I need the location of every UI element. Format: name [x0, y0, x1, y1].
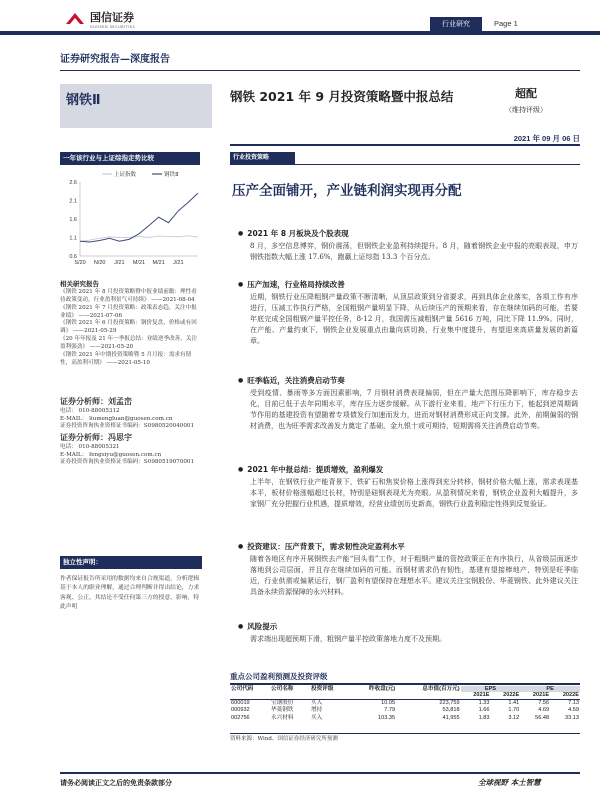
footer-disclaimer: 请务必阅读正文之后的免责条款部分 [60, 778, 172, 787]
brand-name-en: GUOSEN SECURITIES [90, 25, 136, 29]
year-header: 2021E [532, 692, 550, 699]
related-item: 《钢铁 2021 年中期投资策略暨 5 月月报：需求有韧性，高盈利可期》 ——2021-05-10 [60, 351, 192, 366]
cell: 1.70 [508, 707, 520, 714]
x-tick-label: M/21 [132, 260, 146, 266]
guosen-logo-icon [64, 10, 86, 28]
cell: 223,759 [439, 699, 460, 706]
footer-rule [60, 772, 580, 774]
analyst-label: 证券分析师： [60, 432, 108, 442]
x-tick-label: S/20 [74, 260, 86, 266]
cell: 002756 [231, 714, 250, 721]
cell: 103.35 [378, 714, 396, 721]
table-row [230, 707, 580, 715]
table-source: 资料来源：Wind、国信证券经济研究所预测 [230, 736, 338, 742]
header-rule [0, 31, 600, 35]
analyst-email: E-MAIL： fengsiyu@guosen.com.cn [60, 451, 162, 458]
section-title: ● 风险提示 [238, 622, 578, 632]
cell: 000932 [231, 707, 250, 714]
cert-label: 证券投资咨询执业资格证书编码： [60, 459, 144, 466]
section-title: ● 压产加速，行业格局持续改善 [238, 280, 578, 290]
analyst-name: 冯思宇 [108, 432, 132, 442]
cell: 56.48 [535, 714, 550, 721]
cell: 33.13 [565, 714, 579, 721]
section-body: 随着各地区有序开展钢铁去产能“回头看”工作，对于粗钢产量的管控政策正在有序执行，从省级层面逐步落地到公司层面，并且存在继续加码的可能。而钢材需求仍有韧性，基建有望接棒地产，特别是旺季临近，行业供需或偏紧运行，钢厂盈利有望保持在理想水平。建议关注宝钢股份、华菱钢铁、此外建议关注具备永续资源保障的永兴材料。 [250, 555, 578, 596]
report-type: 证券研究报告—深度报告 [60, 54, 170, 65]
report-title: 钢铁 2021 年 9 月投资策略暨中报总结 [230, 89, 454, 104]
strategy-tag: 行业投资策略 [230, 152, 295, 164]
divider [230, 164, 580, 165]
col-header: 公司代码 [231, 686, 254, 692]
eps-header: EPS [461, 686, 521, 692]
cell: 买入 [311, 714, 323, 721]
section-title: ● 2021 年中报总结：提质增效，盈利爆发 [238, 465, 578, 475]
legend-label: 上证指数 [114, 172, 137, 178]
section-title: ● 2021 年 8 月板块及个股表现 [238, 229, 578, 239]
year-header: 2022E [562, 692, 579, 699]
section-season [238, 376, 578, 432]
section-body: 需求端出现超预期下滑，粗钢产量平控政策落地力度不及预期。 [250, 635, 446, 644]
x-tick-label: M/21 [152, 260, 165, 266]
table-row [230, 715, 580, 723]
col-header: 总市值(百万元) [422, 686, 460, 692]
headline: 压产全面铺开，产业链利润实现再分配 [232, 183, 462, 199]
legend-label: 钢铁Ⅱ [164, 172, 179, 178]
table-rule [230, 733, 580, 734]
analyst-email: E-MAIL： liumengluan@guosen.com.cn [60, 415, 173, 422]
industry-research-tag: 行业研究 [430, 17, 482, 31]
y-tick-label: 2.6 [69, 180, 77, 186]
cell: 1.41 [508, 699, 520, 706]
cell: 增持 [311, 707, 323, 714]
cell: 7.13 [568, 699, 579, 706]
cell: 永兴材料 [271, 714, 294, 721]
cell: 53,818 [442, 707, 460, 714]
cell: 600019 [231, 699, 250, 706]
cell: 7.79 [384, 707, 396, 714]
related-item: 《20 年年报及 21 年一季报总结：业绩逆季改善，关注盈利强劲》 ——2021-05-20 [60, 336, 198, 350]
footer-slogan: 全球视野 本土智慧 [478, 778, 541, 787]
independence-heading: 独立性声明： [60, 556, 202, 569]
col-header: 昨收盘(元) [369, 686, 396, 692]
section-body: 8 月，多空信息博弈，钢价震荡，但钢铁企业盈利持续提升。8 月，随着钢铁企业中报的亮眼表现，申万钢铁指数大幅上涨 17.6%，跑赢上证综指 13.3 个百分点。 [250, 242, 578, 261]
cell: 10.05 [381, 699, 396, 706]
brand-name: 国信证券 [90, 11, 134, 24]
x-tick-label: N/20 [93, 260, 106, 266]
analyst-1 [60, 396, 202, 431]
estimates-table [230, 686, 580, 722]
cell: 宝钢股份 [271, 699, 294, 706]
cert-code: S0980519070001 [143, 459, 195, 466]
section-performance [238, 229, 578, 263]
rating: 超配 [515, 87, 537, 100]
cell: 3.12 [508, 714, 520, 721]
analyst-label: 证券分析师： [60, 396, 108, 406]
divider [60, 70, 580, 71]
related-heading: 相关研究报告 [60, 280, 99, 288]
y-tick-label: 0.6 [69, 254, 77, 260]
analyst-2 [60, 432, 202, 467]
cell: 4.69 [538, 707, 550, 714]
col-header: 投资评级 [311, 686, 334, 692]
section-risk [238, 622, 578, 645]
y-tick-label: 2.1 [69, 198, 77, 205]
col-header: 公司名称 [271, 686, 294, 692]
cert-code: S0980520040001 [143, 423, 195, 430]
section-midyear [238, 465, 578, 510]
cell: 华菱钢铁 [271, 707, 294, 714]
cell: 买入 [311, 699, 323, 706]
analyst-phone: 电话： 010-88005312 [60, 407, 120, 414]
year-header: 2022E [503, 692, 520, 699]
cell: 1.33 [478, 699, 490, 706]
section-body: 受到疫情、暴雨等多方面因素影响，7 月钢材消费表现偏弱，但在产量大范围压降影响下，库存稳步去化，目前已低于去年同期水平，库存压力逐步缓解。从下游行业来看，地产下行压力下，能起到逆周期调节作用的基建投资有望随着专项债发行加速而发力，进而对钢材消费形成正向支撑。此外，前期偏弱的钢材消费，也为旺季需求改善发力奠定了基础，金九银十或可期待，短期需将关注消费启动节奏。 [250, 389, 578, 430]
cell: 7.56 [538, 699, 550, 706]
related-item: 《钢铁 2021 年 6 月投资策略：钢价复盘，价格或有回调》 ——2021-05-29 [60, 320, 197, 335]
y-tick-label: 1.6 [69, 217, 77, 223]
series-line-1 [80, 193, 198, 242]
section-investment [238, 542, 578, 598]
related-item: 《钢铁 2021 年 7 月投资策略：政策表态趋，关注中报业绩》 ——2021-07-06 [60, 304, 197, 319]
page-number: Page 1 [494, 19, 518, 28]
y-tick-label: 1.1 [69, 235, 77, 242]
related-reports [60, 280, 202, 367]
table-title: 重点公司盈利预测及投资评级 [230, 672, 328, 681]
related-item: 《钢铁 2021 年 8 月投资策略暨中报业绩前瞻：理性看待政策变动，行业盈利景气可持续》 ——2021-08-04 [60, 289, 197, 303]
trend-chart [60, 168, 202, 270]
cell: 1.83 [478, 714, 490, 721]
year-header: 2021E [473, 692, 490, 699]
cell: 1.66 [478, 707, 490, 714]
analyst-phone: 电话： 010-88005321 [60, 443, 120, 450]
report-date: 2021 年 09 月 06 日 [230, 134, 580, 146]
rating-sub: （维持评级） [505, 106, 547, 114]
cell: 41,955 [442, 714, 460, 721]
table-rule [230, 683, 580, 685]
x-tick-label: J/21 [173, 260, 184, 266]
section-title: ● 旺季临近，关注消费启动节奏 [238, 376, 578, 386]
independence-statement: 作者保证报告所采用的数据均来自合规渠道，分析逻辑基于本人的职业理解，通过合理判断并得出结论，力求客观、公正，其结论不受任何第三方的授意、影响，特此声明 [60, 576, 200, 610]
sector-name: 钢铁Ⅱ [66, 93, 101, 108]
cell: 4.59 [568, 707, 579, 714]
x-tick-label: J/21 [114, 260, 125, 266]
chart-heading: 一年该行业与上证综指走势比较 [60, 152, 200, 165]
section-title: ● 投资建议：压产背景下，需求韧性决定盈利水平 [238, 542, 578, 552]
analyst-name: 刘孟峦 [108, 396, 132, 406]
section-capacity [238, 280, 578, 346]
section-body: 近期，钢铁行业压降粗钢产量政策不断清晰，从顶层政策到分省要求，再到具体企业落实，各项工作有序进行，压减工作执行严格，全国粗钢产量明显下降，从后续压产的预期来看，存在继续加码的可能，若要年底完成全国粗钢产量平控任务，8-12 月，我国需压减粗钢产量 5616 万吨，同比下降 11.9%。同时，在产能、产量约束下，钢铁企业发展重点由量向质切换，行业集中度提升，有望迎来高质量发展的新篇章。 [250, 293, 578, 345]
cert-label: 证券投资咨询执业资格证书编码： [60, 423, 144, 430]
pe-header: PE [520, 686, 580, 692]
section-body: 上半年，在钢铁行业产能背景下，铁矿石和焦炭价格上涨得到充分转移，钢材价格大幅上涨，需求表现基本平，板材价格涨幅超过长材，特别是硅钢表现尤为亮眼。从盈利情况来看，钢铁企业盈利大幅提升，多家钢厂充分把握行业机遇，提质增效，经营业绩创历史新高，钢铁行业盈利稳定性得到反复验证。 [250, 478, 578, 508]
